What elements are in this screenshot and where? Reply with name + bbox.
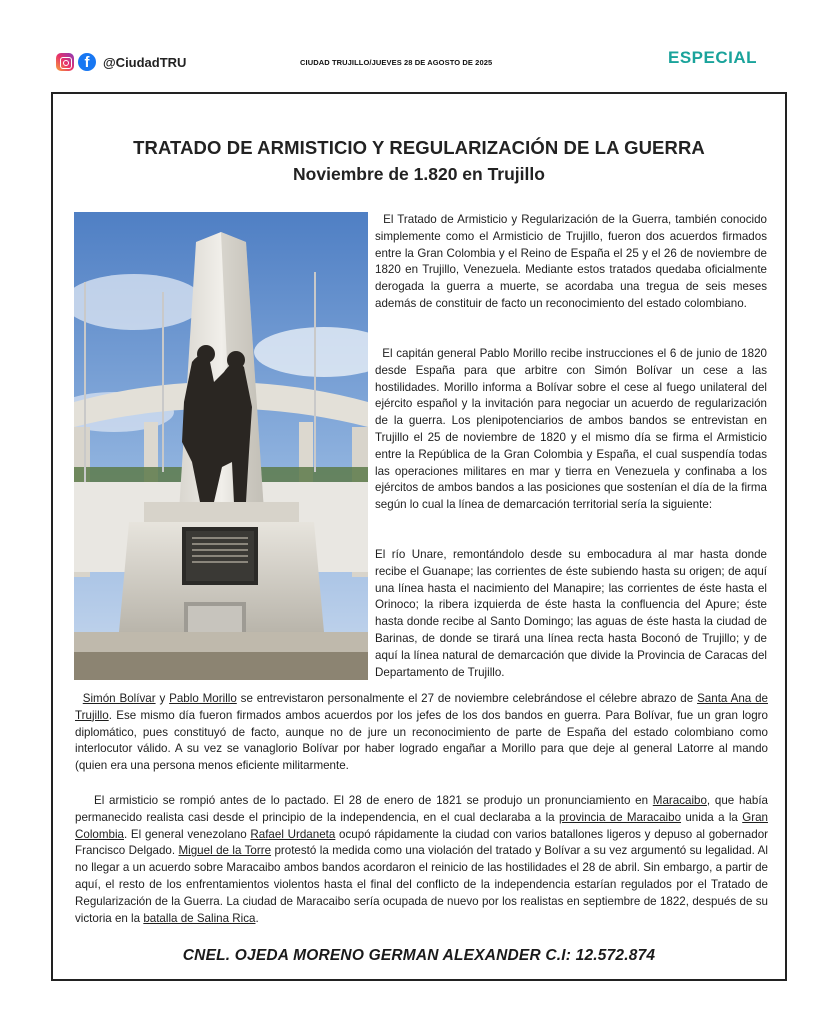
- social-handles[interactable]: [56, 53, 186, 71]
- instagram-icon[interactable]: [56, 53, 74, 71]
- paragraph-demarcation: El río Unare, remontándolo desde su embocadura al mar hasta donde recibe el Guanape; las corrientes de éste subiendo hasta su origen; de aquí una línea hasta el nacimiento del Manapire; las corrientes de éste hasta el Orinoco; la ribera izquierda de éste hasta la confluencia del Apure; éste hasta donde recibe al Santo Domingo; las aguas de éste hasta la ciudad de Barinas, de donde se tirará una línea recta hasta Boconó de Trujillo; y de aquí la línea natural de demarcación que divide la Provincia de Caracas del Departamento de Trujillo.: [375, 548, 767, 679]
- author-signature: CNEL. OJEDA MORENO GERMAN ALEXANDER C.I: 12.572.874: [182, 947, 656, 964]
- link-simon-bolivar[interactable]: Simón Bolívar: [82, 692, 156, 705]
- monument-photo: [74, 212, 368, 680]
- link-gran-colombia[interactable]: Gran Colombia: [75, 810, 768, 841]
- article-title: TRATADO DE ARMISTICIO Y REGULARIZACIÓN DE LA GUERRA: [133, 137, 705, 158]
- paragraph-intro: El Tratado de Armisticio y Regularización de la Guerra, también conocido simplemente como el Armisticio de Trujillo, fueron dos acuerdos firmados entre la Gran Colombia y el Reino de España el 25 y el 26 de noviembre de 1820 en Trujillo, Venezuela. Mediante estos tratados quedaba oficialmente derogada la guerra a muerte, se acordaba una tregua de seis meses además de constituir de facto un reconocimiento del estado colombiano.: [375, 213, 767, 310]
- paragraph-morillo: El capitán general Pablo Morillo recibe instrucciones el 6 de junio de 1820 desde España para que arbitre con Simón Bolívar un cese a las hostilidades. Morillo informa a Bolívar sobre el cese al fuego unilateral del ejército español y la invitación para negociar un acuerdo de regularización de la guerra. Los plenipotenciarios de ambos bandos se entrevistan en Trujillo el 25 de noviembre de 1820 y el mismo día se firma el Armisticio entre la República de la Gran Colombia y España, el cual suspendía todas las operaciones militares en mar y tierra en Venezuela y confinaba a los ejércitos de ambos bandos a las posiciones que sostenían el día de la firma según lo cual la línea de demarcación territorial sería la siguiente:: [375, 347, 767, 512]
- facebook-icon[interactable]: f: [78, 53, 96, 71]
- link-miguel-de-la-torre[interactable]: Miguel de la Torre: [178, 844, 272, 858]
- paragraph-ruptura: El armisticio se rompió antes de lo pactado. El 28 de enero de 1821 se produjo un pronunciamiento en Maracaibo, que había permanecido realista casi desde el principio de la independencia, en el cual declaraba a la provincia de Maracaibo unida a la Gran Colombia. El general venezolano Rafael Urdaneta ocupó rápidamente la ciudad con varios batallones ligeros y depuso al gobernador Francisco Delgado. Miguel de la Torre protestó la medida como una violación del tratado y Bolívar a su vez argumentó su legalidad. Al no llegar a un acuerdo sobre Maracaibo ambos bandos acordaron el reinicio de las hostilidades el 28 de abril. Sin embargo, a partir de aquí, el resto de los enfrentamientos violentos hasta el final del conflicto de la independencia estarían regulados por el Tratado de Regularización de la Guerra. La ciudad de Maracaibo sería ocupada de nuevo por los realistas en septiembre de 1822, después de su victoria en la batalla de Salina Rica.: [75, 794, 768, 925]
- social-handle[interactable]: @CiudadTRU: [103, 54, 187, 70]
- article-subtitle: Noviembre de 1.820 en Trujillo: [293, 164, 545, 184]
- link-pablo-morillo[interactable]: Pablo Morillo: [169, 692, 237, 705]
- page-header: [0, 0, 837, 90]
- link-batalla-salina-rica[interactable]: batalla de Salina Rica: [143, 911, 256, 925]
- link-rafael-urdaneta[interactable]: Rafael Urdaneta: [250, 827, 336, 841]
- dateline: CIUDAD TRUJILLO/JUEVES 28 DE AGOSTO DE 2025: [300, 58, 493, 67]
- section-label: ESPECIAL: [668, 48, 758, 67]
- link-maracaibo[interactable]: Maracaibo: [652, 794, 707, 807]
- link-santa-ana[interactable]: Santa Ana de Trujillo: [75, 692, 768, 722]
- paragraph-abrazo: Simón Bolívar y Pablo Morillo se entrevistaron personalmente el 27 de noviembre celebrándose el célebre abrazo de Santa Ana de Trujillo. Ese mismo día fueron firmados ambos acuerdos por los jefes de los dos bandos en guerra. Para Bolívar, fue un gran logro diplomático, pues constituyó de facto, aunque no de jure un reconocimiento de parte de España del estado colombiano como interlocutor válido. A su vez se vanaglorio Bolívar por haber logrado engañar a Morillo para que deje al general Latorre al mando (quien era una persona menos eficiente militarmente.: [75, 692, 768, 773]
- link-provincia-maracaibo[interactable]: provincia de Maracaibo: [558, 810, 682, 824]
